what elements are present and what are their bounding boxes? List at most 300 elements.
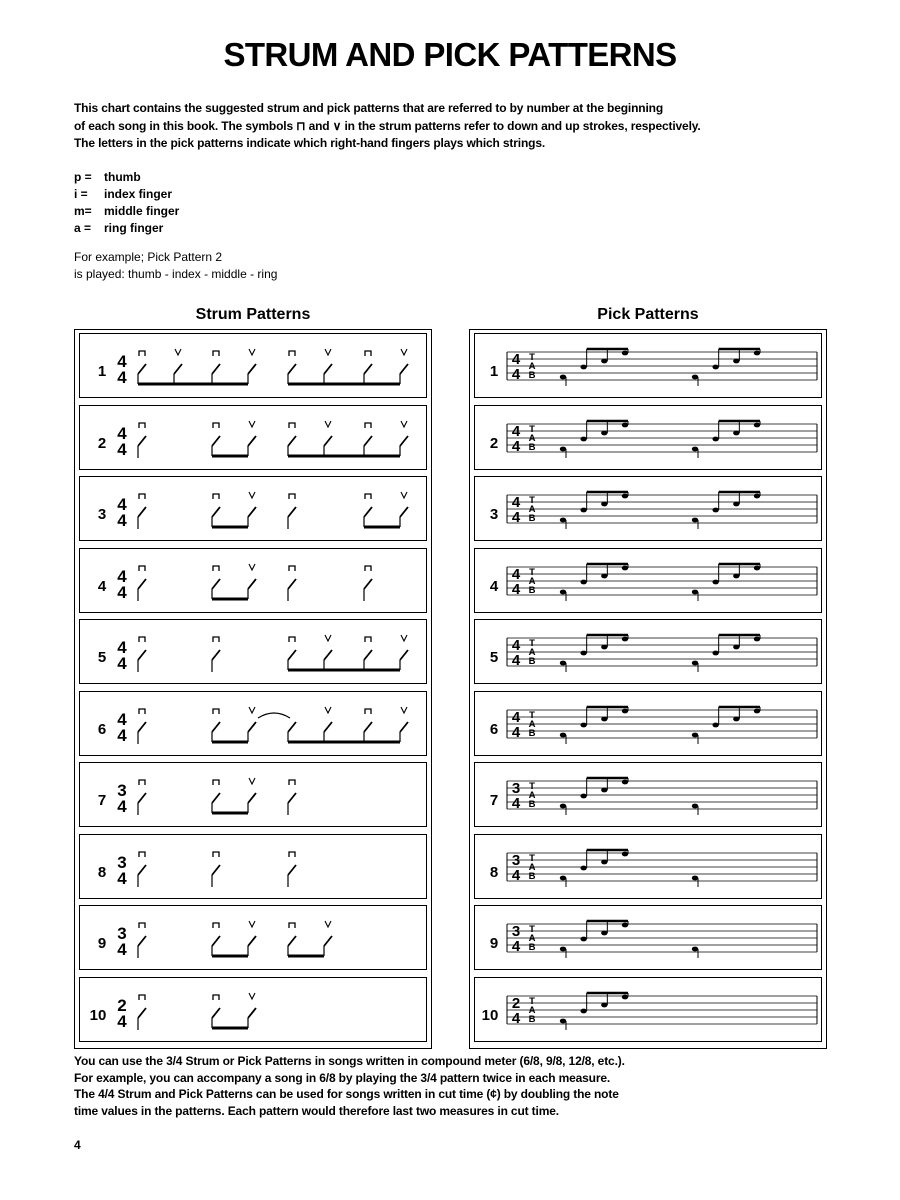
- upstroke-icon: [325, 707, 331, 713]
- note-head: [712, 722, 718, 727]
- note-head: [560, 446, 566, 451]
- note-head: [622, 422, 628, 427]
- footer-line: For example, you can accompany a song in 6/8 by playing the 3/4 pattern twice in each measure.: [74, 1070, 611, 1085]
- note-head: [754, 637, 760, 642]
- strum-slash: [400, 507, 408, 517]
- strum-pattern-row: [79, 905, 427, 970]
- note-head: [622, 708, 628, 713]
- note-head: [733, 716, 739, 721]
- time-signature-top: 4: [117, 638, 127, 657]
- pick-notation: [475, 334, 821, 399]
- time-signature-bottom: 4: [511, 1009, 521, 1027]
- note-head: [712, 436, 718, 441]
- tab-clef-letter: A: [528, 504, 536, 515]
- note-head: [580, 1008, 586, 1013]
- downstroke-icon: [139, 709, 145, 714]
- downstroke-icon: [289, 852, 295, 857]
- tab-clef-letter: T: [529, 423, 535, 435]
- strum-slash: [288, 722, 296, 732]
- pattern-number: 4: [489, 577, 499, 595]
- upstroke-icon: [175, 349, 181, 355]
- upstroke-icon: [249, 707, 255, 713]
- strum-notation: [80, 334, 426, 399]
- note-head: [754, 494, 760, 499]
- strum-slash: [174, 364, 182, 374]
- downstroke-icon: [213, 423, 219, 428]
- legend-key: i =: [74, 187, 88, 201]
- pattern-number: 1: [97, 363, 107, 380]
- pattern-number: 2: [489, 434, 499, 452]
- pick-notation: [475, 620, 821, 685]
- note-head: [712, 579, 718, 584]
- strum-slash: [212, 507, 220, 517]
- downstroke-icon: [213, 852, 219, 857]
- note-head: [601, 573, 607, 578]
- note-head: [692, 589, 698, 594]
- downstroke-icon: [289, 351, 295, 356]
- example-line: For example; Pick Pattern 2: [74, 250, 223, 264]
- time-signature-top: 4: [511, 637, 521, 654]
- strum-pattern-row: [79, 691, 427, 756]
- strum-slash: [248, 1008, 256, 1018]
- note-head: [601, 859, 607, 864]
- note-head: [692, 661, 698, 666]
- tab-clef-letter: T: [529, 566, 535, 578]
- downstroke-icon: [213, 995, 219, 1000]
- strum-pattern-row: [79, 476, 427, 541]
- tab-clef-letter: B: [528, 942, 536, 953]
- pick-pattern-row: [474, 762, 822, 827]
- time-signature-bottom: 4: [117, 439, 127, 459]
- note-head: [601, 1002, 607, 1007]
- time-signature-bottom: 4: [511, 723, 521, 741]
- pattern-number: 10: [89, 1006, 107, 1024]
- downstroke-icon: [139, 852, 145, 857]
- legend-row: [74, 169, 374, 186]
- note-head: [560, 661, 566, 666]
- upstroke-icon: [249, 349, 255, 355]
- upstroke-icon: [401, 349, 407, 355]
- tie-mark: [258, 713, 290, 718]
- time-signature-top: 4: [511, 422, 521, 440]
- tab-clef-letter: T: [529, 995, 535, 1007]
- downstroke-icon: [365, 494, 371, 499]
- note-head: [622, 565, 628, 570]
- time-signature-top: 4: [117, 495, 127, 514]
- upstroke-icon: [249, 492, 255, 498]
- strum-slash: [324, 936, 332, 946]
- strum-slash: [248, 793, 256, 803]
- pick-pattern-row: [474, 548, 822, 613]
- time-signature-top: 4: [117, 352, 127, 371]
- legend-key: a =: [74, 221, 92, 235]
- note-head: [560, 732, 566, 737]
- strum-patterns-panel: [74, 329, 432, 1049]
- strum-slash: [288, 793, 296, 803]
- strum-slash: [288, 650, 296, 660]
- strum-notation: [80, 835, 426, 900]
- strum-slash: [364, 650, 372, 660]
- tab-clef-letter: B: [528, 513, 536, 524]
- pattern-number: 7: [97, 792, 107, 809]
- tab-clef-letter: T: [529, 495, 535, 506]
- downstroke-icon: [365, 423, 371, 428]
- upstroke-icon: [401, 492, 407, 498]
- upstroke-icon: [325, 635, 331, 641]
- footer-line: time values in the patterns. Each pattern would therefore last two measures in cut time.: [74, 1103, 559, 1118]
- pick-notation: [475, 692, 821, 757]
- intro-paragraph: [74, 100, 844, 153]
- note-head: [580, 436, 586, 441]
- downstroke-icon: [139, 780, 145, 785]
- downstroke-icon: [365, 637, 371, 642]
- note-head: [601, 931, 607, 936]
- upstroke-icon: [249, 921, 255, 927]
- strum-notation: [80, 763, 426, 828]
- time-signature-top: 4: [511, 351, 521, 368]
- pattern-number: 1: [489, 363, 499, 380]
- strum-slash: [400, 722, 408, 732]
- tab-clef-letter: B: [528, 370, 536, 381]
- legend-text: thumb: [104, 170, 141, 184]
- time-signature-top: 3: [511, 851, 521, 869]
- downstroke-icon: [289, 780, 295, 785]
- upstroke-icon: [325, 921, 331, 927]
- downstroke-icon: [139, 494, 145, 499]
- note-head: [580, 579, 586, 584]
- downstroke-icon: [365, 566, 371, 571]
- note-head: [622, 637, 628, 642]
- note-head: [622, 851, 628, 856]
- strum-slash: [288, 865, 296, 875]
- strum-slash: [212, 436, 220, 446]
- tab-clef-letter: T: [529, 852, 535, 864]
- time-signature-top: 3: [117, 924, 127, 943]
- strum-slash: [324, 722, 332, 732]
- note-head: [692, 875, 698, 880]
- note-head: [601, 502, 607, 507]
- strum-slash: [288, 936, 296, 946]
- strum-pattern-row: [79, 405, 427, 470]
- time-signature-top: 3: [511, 923, 521, 940]
- note-head: [560, 947, 566, 952]
- time-signature-bottom: 4: [117, 725, 127, 745]
- upstroke-icon: [249, 993, 255, 999]
- tab-clef-letter: T: [529, 352, 535, 363]
- note-head: [580, 508, 586, 513]
- tab-clef-letter: B: [528, 656, 536, 667]
- note-head: [622, 351, 628, 356]
- legend-row: [74, 186, 374, 203]
- note-head: [580, 365, 586, 370]
- tab-clef-letter: A: [528, 432, 536, 444]
- note-head: [601, 788, 607, 793]
- pick-pattern-row: [474, 977, 822, 1042]
- strum-slash: [138, 436, 146, 446]
- note-head: [622, 780, 628, 785]
- time-signature-top: 3: [117, 781, 127, 800]
- note-head: [733, 502, 739, 507]
- time-signature-top: 4: [117, 709, 127, 729]
- note-head: [560, 804, 566, 809]
- strum-slash: [324, 650, 332, 660]
- pattern-number: 10: [481, 1006, 499, 1024]
- time-signature-bottom: 4: [511, 866, 521, 884]
- footer-line: You can use the 3/4 Strum or Pick Patterns in songs written in compound meter (6/8, 9/8, 12/8, etc.).: [74, 1054, 625, 1068]
- upstroke-icon: [249, 564, 255, 570]
- strum-slash: [248, 579, 256, 589]
- time-signature-top: 4: [511, 565, 521, 583]
- note-head: [580, 865, 586, 870]
- pick-pattern-row: [474, 619, 822, 684]
- strum-pattern-row: [79, 619, 427, 684]
- note-head: [580, 937, 586, 942]
- strum-pattern-row: [79, 977, 427, 1042]
- strum-slash: [324, 364, 332, 374]
- tab-clef-letter: T: [529, 709, 535, 721]
- tab-clef-letter: B: [528, 799, 536, 810]
- note-head: [601, 645, 607, 650]
- strum-notation: [80, 549, 426, 614]
- tab-clef-letter: A: [528, 647, 536, 658]
- strum-pattern-row: [79, 834, 427, 899]
- page-number: 4: [74, 1138, 81, 1152]
- tab-clef-letter: A: [528, 790, 536, 801]
- note-head: [601, 716, 607, 721]
- strum-slash: [212, 865, 220, 875]
- pick-patterns-heading: Pick Patterns: [597, 306, 699, 323]
- strum-notation: [80, 906, 426, 971]
- pattern-number: 5: [489, 649, 499, 666]
- downstroke-icon: [365, 351, 371, 356]
- downstroke-icon: [139, 923, 145, 928]
- note-head: [560, 375, 566, 380]
- note-head: [733, 573, 739, 578]
- tab-clef-letter: A: [528, 861, 536, 873]
- downstroke-icon: [213, 923, 219, 928]
- example-text: [74, 249, 474, 283]
- upstroke-icon: [401, 707, 407, 713]
- note-head: [560, 875, 566, 880]
- note-head: [580, 722, 586, 727]
- strum-slash: [212, 364, 220, 374]
- time-signature-top: 2: [511, 994, 521, 1012]
- note-head: [622, 923, 628, 928]
- downstroke-icon: [139, 351, 145, 356]
- intro-line: The letters in the pick patterns indicate which right-hand fingers plays which strings.: [74, 136, 546, 150]
- pattern-number: 9: [97, 935, 107, 952]
- pick-notation: [475, 477, 821, 542]
- strum-slash: [400, 436, 408, 446]
- note-head: [692, 375, 698, 380]
- downstroke-icon: [289, 423, 295, 428]
- note-head: [754, 422, 760, 427]
- strum-slash: [138, 650, 146, 660]
- legend-text: middle finger: [104, 204, 180, 218]
- strum-slash: [212, 579, 220, 589]
- pattern-number: 2: [97, 434, 107, 452]
- note-head: [622, 494, 628, 499]
- page-title: STRUM AND PICK PATTERNS: [223, 36, 677, 73]
- note-head: [733, 430, 739, 435]
- strum-pattern-row: [79, 333, 427, 398]
- pattern-number: 3: [489, 506, 499, 523]
- note-head: [712, 651, 718, 656]
- note-head: [712, 365, 718, 370]
- strum-notation: [80, 620, 426, 685]
- upstroke-icon: [401, 635, 407, 641]
- strum-pattern-row: [79, 548, 427, 613]
- note-head: [692, 732, 698, 737]
- downstroke-icon: [139, 566, 145, 571]
- example-line: is played: thumb - index - middle - ring: [74, 267, 278, 281]
- note-head: [560, 589, 566, 594]
- strum-slash: [138, 364, 146, 374]
- time-signature-bottom: 4: [511, 437, 521, 455]
- pick-pattern-row: [474, 905, 822, 970]
- downstroke-icon: [289, 637, 295, 642]
- strum-slash: [400, 364, 408, 374]
- time-signature-top: 3: [117, 852, 127, 872]
- time-signature-top: 4: [511, 494, 521, 511]
- tab-clef-letter: A: [528, 933, 536, 944]
- strum-slash: [212, 1008, 220, 1018]
- time-signature-top: 4: [511, 708, 521, 726]
- tab-clef-letter: A: [528, 575, 536, 587]
- strum-pattern-row: [79, 762, 427, 827]
- time-signature-bottom: 4: [117, 582, 127, 602]
- pattern-number: 8: [97, 863, 107, 881]
- legend-key: p =: [74, 170, 92, 184]
- pick-pattern-row: [474, 405, 822, 470]
- footer-line: The 4/4 Strum and Pick Patterns can be used for songs written in cut time (¢) by doubling the note: [74, 1087, 619, 1101]
- note-head: [733, 645, 739, 650]
- upstroke-icon: [325, 421, 331, 427]
- legend-text: ring finger: [104, 221, 164, 235]
- time-signature-bottom: 4: [117, 797, 127, 816]
- time-signature-top: 4: [117, 423, 127, 443]
- strum-slash: [212, 722, 220, 732]
- time-signature-bottom: 4: [511, 938, 521, 955]
- note-head: [692, 947, 698, 952]
- strum-slash: [248, 936, 256, 946]
- downstroke-icon: [289, 494, 295, 499]
- tab-clef-letter: B: [528, 1013, 536, 1025]
- downstroke-icon: [213, 780, 219, 785]
- note-head: [560, 518, 566, 523]
- downstroke-icon: [213, 709, 219, 714]
- pattern-number: 3: [97, 506, 107, 523]
- upstroke-icon: [325, 349, 331, 355]
- note-head: [692, 446, 698, 451]
- pattern-number: 5: [97, 649, 107, 666]
- strum-slash: [138, 793, 146, 803]
- time-signature-bottom: 4: [117, 1011, 127, 1031]
- pick-pattern-row: [474, 333, 822, 398]
- pick-notation: [475, 406, 821, 471]
- pick-notation: [475, 978, 821, 1043]
- tab-clef-letter: T: [529, 781, 535, 792]
- strum-slash: [248, 507, 256, 517]
- downstroke-icon: [139, 423, 145, 428]
- tab-clef-letter: A: [528, 361, 536, 372]
- strum-slash: [364, 507, 372, 517]
- strum-slash: [212, 650, 220, 660]
- note-head: [601, 359, 607, 364]
- note-head: [580, 794, 586, 799]
- time-signature-bottom: 4: [511, 509, 521, 526]
- strum-slash: [212, 936, 220, 946]
- strum-slash: [400, 650, 408, 660]
- note-head: [712, 508, 718, 513]
- strum-slash: [364, 722, 372, 732]
- downstroke-icon: [213, 494, 219, 499]
- downstroke-icon: [365, 709, 371, 714]
- pick-pattern-row: [474, 691, 822, 756]
- note-head: [733, 359, 739, 364]
- pick-notation: [475, 835, 821, 900]
- note-head: [692, 518, 698, 523]
- tab-clef-letter: B: [528, 727, 536, 739]
- time-signature-bottom: 4: [511, 652, 521, 669]
- strum-patterns-heading: Strum Patterns: [195, 306, 311, 323]
- time-signature-bottom: 4: [117, 511, 127, 530]
- pattern-number: 6: [489, 720, 499, 738]
- strum-slash: [288, 436, 296, 446]
- strum-slash: [138, 722, 146, 732]
- time-signature-top: 4: [117, 566, 127, 586]
- downstroke-icon: [213, 637, 219, 642]
- note-head: [754, 708, 760, 713]
- note-head: [754, 351, 760, 356]
- pick-notation: [475, 906, 821, 971]
- tab-clef-letter: B: [528, 584, 536, 596]
- strum-slash: [212, 793, 220, 803]
- note-head: [601, 430, 607, 435]
- downstroke-icon: [139, 995, 145, 1000]
- strum-slash: [248, 722, 256, 732]
- strum-slash: [288, 507, 296, 517]
- legend-key: m=: [74, 204, 92, 218]
- strum-notation: [80, 692, 426, 757]
- time-signature-bottom: 4: [117, 654, 127, 673]
- downstroke-icon: [289, 566, 295, 571]
- time-signature-bottom: 4: [511, 580, 521, 598]
- tab-clef-letter: B: [528, 441, 536, 453]
- time-signature-bottom: 4: [511, 795, 521, 812]
- strum-notation: [80, 477, 426, 542]
- time-signature-bottom: 4: [117, 868, 127, 888]
- note-head: [580, 651, 586, 656]
- downstroke-icon: [213, 566, 219, 571]
- note-head: [754, 565, 760, 570]
- legend-row: [74, 220, 374, 237]
- strum-slash: [138, 507, 146, 517]
- pattern-number: 4: [97, 577, 107, 595]
- strum-slash: [138, 865, 146, 875]
- pick-pattern-row: [474, 476, 822, 541]
- upstroke-icon: [249, 421, 255, 427]
- time-signature-bottom: 4: [117, 940, 127, 959]
- time-signature-top: 2: [117, 995, 127, 1015]
- footer-note: [74, 1053, 854, 1119]
- upstroke-icon: [249, 778, 255, 784]
- downstroke-icon: [289, 923, 295, 928]
- strum-notation: [80, 406, 426, 471]
- downstroke-icon: [213, 351, 219, 356]
- note-head: [692, 804, 698, 809]
- legend-row: [74, 203, 374, 220]
